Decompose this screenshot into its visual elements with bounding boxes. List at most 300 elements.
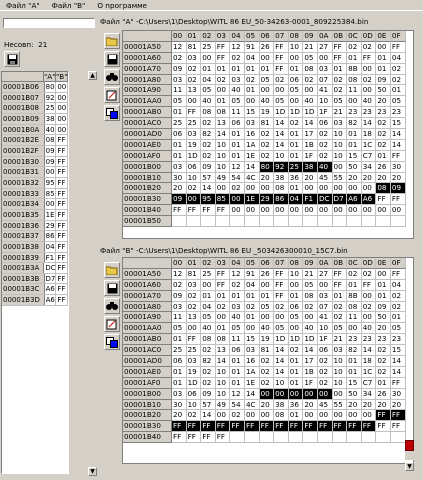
hex-byte-cell[interactable]: 02 bbox=[303, 75, 318, 86]
hex-byte-cell[interactable]: 10 bbox=[289, 269, 304, 280]
hex-byte-cell[interactable]: FF bbox=[274, 421, 289, 432]
hex-byte-cell[interactable]: 14 bbox=[216, 129, 231, 140]
hex-byte-cell[interactable]: 00 bbox=[245, 96, 260, 107]
hex-byte-cell[interactable]: FF bbox=[274, 64, 289, 75]
hex-byte-cell[interactable]: 05 bbox=[274, 323, 289, 334]
hex-byte-cell[interactable]: 05 bbox=[172, 323, 187, 334]
hex-byte-cell[interactable]: 02 bbox=[172, 280, 187, 291]
hex-byte-cell[interactable]: 05 bbox=[274, 96, 289, 107]
hex-byte-cell[interactable]: 25 bbox=[289, 162, 304, 173]
hex-byte-cell[interactable]: 19 bbox=[260, 107, 275, 118]
hex-byte-cell[interactable]: 14 bbox=[303, 345, 318, 356]
hex-byte-cell[interactable]: 14 bbox=[274, 367, 289, 378]
hex-byte-cell[interactable]: 25 bbox=[172, 345, 187, 356]
hex-byte-cell[interactable]: 23 bbox=[391, 107, 406, 118]
hex-byte-cell[interactable]: 50 bbox=[347, 162, 362, 173]
hex-byte-cell[interactable]: 20 bbox=[260, 173, 275, 184]
hex-byte-cell[interactable]: FF bbox=[391, 269, 406, 280]
hex-byte-cell[interactable]: 23 bbox=[347, 107, 362, 118]
hex-byte-cell[interactable]: 00 bbox=[362, 64, 377, 75]
hex-byte-cell[interactable]: 45 bbox=[318, 400, 333, 411]
hex-byte-cell[interactable]: 00 bbox=[333, 410, 348, 421]
hex-byte-cell[interactable]: FF bbox=[274, 42, 289, 53]
hex-byte-cell[interactable]: 26 bbox=[376, 162, 391, 173]
hex-byte-cell[interactable]: 02 bbox=[333, 302, 348, 313]
hex-byte-cell[interactable]: 00 bbox=[216, 85, 231, 96]
hex-byte-cell[interactable]: FF bbox=[376, 421, 391, 432]
diff-row[interactable] bbox=[2, 210, 68, 221]
hex-byte-cell[interactable]: 10 bbox=[289, 42, 304, 53]
hex-byte-cell[interactable]: FF bbox=[172, 421, 187, 432]
hex-byte-cell[interactable]: 00 bbox=[289, 280, 304, 291]
hex-byte-cell[interactable] bbox=[260, 432, 275, 443]
hex-byte-cell[interactable]: 05 bbox=[172, 96, 187, 107]
hex-byte-cell[interactable]: 00 bbox=[347, 183, 362, 194]
hex-byte-cell[interactable]: 02 bbox=[318, 356, 333, 367]
hex-byte-cell[interactable]: 10 bbox=[333, 140, 348, 151]
hex-byte-cell[interactable]: 00 bbox=[260, 53, 275, 64]
hex-byte-cell[interactable]: 00 bbox=[230, 194, 245, 205]
hex-byte-cell[interactable]: 02 bbox=[376, 129, 391, 140]
hex-byte-cell[interactable]: 00 bbox=[260, 410, 275, 421]
hex-byte-cell[interactable]: 1A bbox=[245, 367, 260, 378]
diff-row[interactable] bbox=[2, 157, 68, 168]
hex-byte-cell[interactable]: 00 bbox=[260, 280, 275, 291]
hex-byte-cell[interactable] bbox=[230, 216, 245, 227]
hex-byte-cell[interactable]: 00 bbox=[391, 205, 406, 216]
hex-byte-cell[interactable]: 01 bbox=[216, 323, 231, 334]
hex-byte-cell[interactable]: 20 bbox=[376, 96, 391, 107]
hex-byte-cell[interactable]: 02 bbox=[391, 75, 406, 86]
hex-byte-cell[interactable]: 10 bbox=[318, 96, 333, 107]
hex-byte-cell[interactable]: 1B bbox=[303, 367, 318, 378]
hex-byte-cell[interactable]: 13 bbox=[216, 345, 231, 356]
hex-byte-cell[interactable]: 14 bbox=[274, 129, 289, 140]
hex-byte-cell[interactable]: 26 bbox=[260, 42, 275, 53]
hex-byte-cell[interactable]: 02 bbox=[303, 302, 318, 313]
hex-byte-cell[interactable]: 00 bbox=[303, 410, 318, 421]
hex-byte-cell[interactable]: 23 bbox=[376, 107, 391, 118]
hex-byte-cell[interactable]: 1D bbox=[303, 107, 318, 118]
hex-byte-cell[interactable]: 02 bbox=[362, 75, 377, 86]
hex-byte-cell[interactable]: 34 bbox=[362, 389, 377, 400]
hex-byte-cell[interactable]: 4C bbox=[245, 400, 260, 411]
hex-byte-cell[interactable] bbox=[303, 432, 318, 443]
hex-byte-cell[interactable]: 01 bbox=[245, 85, 260, 96]
hex-byte-cell[interactable]: 02 bbox=[318, 367, 333, 378]
hex-byte-cell[interactable]: 1C bbox=[362, 367, 377, 378]
hex-byte-cell[interactable]: 00 bbox=[303, 183, 318, 194]
hex-byte-cell[interactable]: 03 bbox=[172, 162, 187, 173]
hex-byte-cell[interactable]: 14 bbox=[201, 410, 216, 421]
hex-byte-cell[interactable]: FF bbox=[391, 421, 406, 432]
hex-byte-cell[interactable]: 01 bbox=[172, 378, 187, 389]
hex-byte-cell[interactable]: 00 bbox=[333, 183, 348, 194]
hex-byte-cell[interactable]: 08 bbox=[274, 183, 289, 194]
hex-byte-cell[interactable]: 15 bbox=[391, 118, 406, 129]
hex-byte-cell[interactable]: 14 bbox=[274, 118, 289, 129]
hex-byte-cell[interactable]: 41 bbox=[318, 312, 333, 323]
hex-byte-cell[interactable]: 12 bbox=[230, 42, 245, 53]
hex-byte-cell[interactable]: 02 bbox=[376, 356, 391, 367]
hex-byte-cell[interactable]: 05 bbox=[391, 323, 406, 334]
hex-byte-cell[interactable]: 01 bbox=[347, 280, 362, 291]
hex-byte-cell[interactable]: 01 bbox=[347, 129, 362, 140]
hex-byte-cell[interactable]: 20 bbox=[362, 173, 377, 184]
hex-byte-cell[interactable]: 00 bbox=[245, 410, 260, 421]
hex-byte-cell[interactable]: 02 bbox=[260, 367, 275, 378]
hex-byte-cell[interactable]: FF bbox=[187, 107, 202, 118]
hex-byte-cell[interactable]: F1 bbox=[303, 194, 318, 205]
hex-byte-cell[interactable]: 38 bbox=[274, 400, 289, 411]
hex-byte-cell[interactable]: 20 bbox=[391, 400, 406, 411]
hex-byte-cell[interactable]: 30 bbox=[391, 389, 406, 400]
hex-byte-cell[interactable]: 14 bbox=[245, 389, 260, 400]
hex-byte-cell[interactable]: 10 bbox=[216, 389, 231, 400]
copy-a-button[interactable] bbox=[104, 105, 120, 121]
hex-byte-cell[interactable]: 25 bbox=[201, 42, 216, 53]
hex-byte-cell[interactable]: 14 bbox=[362, 345, 377, 356]
hex-byte-cell[interactable]: FF bbox=[216, 421, 231, 432]
hex-byte-cell[interactable]: 10 bbox=[216, 162, 231, 173]
hex-byte-cell[interactable]: 12 bbox=[172, 269, 187, 280]
hex-byte-cell[interactable]: 02 bbox=[274, 302, 289, 313]
diff-row[interactable] bbox=[2, 199, 68, 210]
hex-byte-cell[interactable]: 06 bbox=[187, 162, 202, 173]
hex-byte-cell[interactable]: 08 bbox=[303, 64, 318, 75]
hex-byte-cell[interactable]: 08 bbox=[216, 107, 231, 118]
hex-byte-cell[interactable]: 00 bbox=[216, 312, 231, 323]
hex-byte-cell[interactable]: 01 bbox=[333, 291, 348, 302]
hex-byte-cell[interactable]: 00 bbox=[333, 205, 348, 216]
hex-byte-cell[interactable]: 12 bbox=[230, 269, 245, 280]
hex-byte-cell[interactable]: 02 bbox=[318, 129, 333, 140]
hex-byte-cell[interactable]: 25 bbox=[201, 269, 216, 280]
hex-byte-cell[interactable]: 92 bbox=[274, 162, 289, 173]
hex-byte-cell[interactable]: FF bbox=[318, 421, 333, 432]
hex-byte-cell[interactable]: 02 bbox=[260, 140, 275, 151]
hex-byte-cell[interactable]: 14 bbox=[274, 345, 289, 356]
hex-byte-cell[interactable]: 15 bbox=[347, 151, 362, 162]
hex-byte-cell[interactable]: 02 bbox=[187, 75, 202, 86]
hex-byte-cell[interactable]: 00 bbox=[362, 312, 377, 323]
hex-byte-cell[interactable]: 01 bbox=[289, 410, 304, 421]
hex-byte-cell[interactable]: 00 bbox=[376, 42, 391, 53]
hex-byte-cell[interactable]: 10 bbox=[318, 323, 333, 334]
hex-byte-cell[interactable]: 14 bbox=[303, 118, 318, 129]
hex-byte-cell[interactable]: 00 bbox=[318, 205, 333, 216]
hex-byte-cell[interactable]: 20 bbox=[303, 400, 318, 411]
copy-b-button[interactable] bbox=[104, 334, 120, 350]
hex-byte-cell[interactable]: 14 bbox=[216, 356, 231, 367]
hex-byte-cell[interactable]: 02 bbox=[187, 183, 202, 194]
hex-byte-cell[interactable]: FF bbox=[216, 205, 231, 216]
hex-byte-cell[interactable] bbox=[289, 432, 304, 443]
hex-byte-cell[interactable]: 00 bbox=[245, 323, 260, 334]
hex-byte-cell[interactable]: 23 bbox=[376, 334, 391, 345]
save-diff-button[interactable] bbox=[4, 51, 20, 67]
hex-byte-cell[interactable] bbox=[289, 216, 304, 227]
hex-byte-cell[interactable] bbox=[318, 432, 333, 443]
hex-byte-cell[interactable]: 03 bbox=[333, 118, 348, 129]
hex-byte-cell[interactable]: 54 bbox=[230, 173, 245, 184]
hex-byte-cell[interactable]: 02 bbox=[391, 64, 406, 75]
hex-byte-cell[interactable]: D7 bbox=[333, 194, 348, 205]
hex-byte-cell[interactable]: 08 bbox=[274, 410, 289, 421]
hex-byte-cell[interactable]: 1D bbox=[187, 151, 202, 162]
hex-byte-cell[interactable]: 40 bbox=[260, 323, 275, 334]
hex-byte-cell[interactable]: 55 bbox=[333, 173, 348, 184]
hex-byte-cell[interactable]: 01 bbox=[289, 367, 304, 378]
hex-byte-cell[interactable]: 02 bbox=[260, 378, 275, 389]
diff-table[interactable] bbox=[1, 71, 69, 474]
hex-byte-cell[interactable]: 38 bbox=[274, 173, 289, 184]
hex-byte-cell[interactable]: 09 bbox=[391, 183, 406, 194]
hex-byte-cell[interactable]: 01 bbox=[289, 356, 304, 367]
menu-about[interactable]: О программе bbox=[97, 1, 147, 10]
hex-byte-cell[interactable]: 00 bbox=[376, 205, 391, 216]
hex-byte-cell[interactable]: 13 bbox=[187, 312, 202, 323]
diff-row[interactable] bbox=[2, 125, 68, 136]
hex-byte-cell[interactable]: 00 bbox=[187, 96, 202, 107]
hex-byte-cell[interactable]: FF bbox=[362, 280, 377, 291]
hex-byte-cell[interactable]: 50 bbox=[376, 312, 391, 323]
hex-byte-cell[interactable]: 06 bbox=[289, 302, 304, 313]
hex-byte-cell[interactable]: FF bbox=[391, 42, 406, 53]
hex-byte-cell[interactable]: 13 bbox=[187, 85, 202, 96]
hex-byte-cell[interactable]: FF bbox=[333, 53, 348, 64]
hex-byte-cell[interactable]: 18 bbox=[362, 356, 377, 367]
hex-byte-cell[interactable]: 05 bbox=[230, 96, 245, 107]
hex-byte-cell[interactable]: 00 bbox=[347, 96, 362, 107]
hex-byte-cell[interactable]: 00 bbox=[318, 53, 333, 64]
hex-byte-cell[interactable]: 00 bbox=[376, 269, 391, 280]
hex-byte-cell[interactable]: 91 bbox=[245, 269, 260, 280]
hex-byte-cell[interactable]: 1D bbox=[289, 334, 304, 345]
hex-byte-cell[interactable]: 05 bbox=[201, 85, 216, 96]
hex-byte-cell[interactable]: 00 bbox=[274, 85, 289, 96]
hex-byte-cell[interactable]: FF bbox=[216, 53, 231, 64]
hex-byte-cell[interactable]: 03 bbox=[172, 75, 187, 86]
hex-byte-cell[interactable]: FF bbox=[230, 421, 245, 432]
hex-byte-cell[interactable]: 06 bbox=[172, 356, 187, 367]
edit-b-button[interactable] bbox=[104, 316, 120, 332]
hex-byte-cell[interactable]: 02 bbox=[362, 269, 377, 280]
hex-byte-cell[interactable]: 40 bbox=[260, 96, 275, 107]
hex-byte-cell[interactable]: FF bbox=[274, 291, 289, 302]
hex-byte-cell[interactable]: FF bbox=[274, 53, 289, 64]
hex-byte-cell[interactable]: 1C bbox=[362, 140, 377, 151]
hex-byte-cell[interactable]: 02 bbox=[201, 118, 216, 129]
hex-byte-cell[interactable]: 23 bbox=[391, 334, 406, 345]
hex-byte-cell[interactable]: 09 bbox=[201, 162, 216, 173]
hex-byte-cell[interactable]: FF bbox=[172, 432, 187, 443]
hex-byte-cell[interactable]: FF bbox=[274, 269, 289, 280]
hex-byte-cell[interactable]: 01 bbox=[230, 151, 245, 162]
hex-byte-cell[interactable]: 20 bbox=[260, 400, 275, 411]
hex-byte-cell[interactable]: 1D bbox=[303, 334, 318, 345]
hex-byte-cell[interactable]: 00 bbox=[274, 205, 289, 216]
hex-byte-cell[interactable]: 11 bbox=[230, 334, 245, 345]
hex-byte-cell[interactable]: 00 bbox=[260, 205, 275, 216]
hex-byte-cell[interactable]: 08 bbox=[216, 334, 231, 345]
hex-byte-cell[interactable]: 02 bbox=[362, 42, 377, 53]
hex-byte-cell[interactable]: 10 bbox=[274, 151, 289, 162]
hex-byte-cell[interactable]: 04 bbox=[289, 194, 304, 205]
hex-byte-cell[interactable]: 01 bbox=[230, 378, 245, 389]
hex-byte-cell[interactable]: 00 bbox=[347, 205, 362, 216]
hex-byte-cell[interactable]: 00 bbox=[187, 323, 202, 334]
hex-byte-cell[interactable]: 01 bbox=[245, 291, 260, 302]
hex-byte-cell[interactable]: 01 bbox=[216, 291, 231, 302]
hex-byte-cell[interactable] bbox=[245, 216, 260, 227]
hex-byte-cell[interactable]: 05 bbox=[230, 323, 245, 334]
hex-byte-cell[interactable]: 45 bbox=[318, 173, 333, 184]
save-a-button[interactable] bbox=[104, 51, 120, 67]
hex-byte-cell[interactable]: 03 bbox=[318, 64, 333, 75]
hex-byte-cell[interactable]: 00 bbox=[333, 162, 348, 173]
hex-byte-cell[interactable]: 00 bbox=[303, 85, 318, 96]
hex-byte-cell[interactable]: 02 bbox=[289, 118, 304, 129]
hex-byte-cell[interactable]: FF bbox=[333, 280, 348, 291]
hex-byte-cell[interactable]: 01 bbox=[376, 280, 391, 291]
hex-byte-cell[interactable]: 02 bbox=[347, 42, 362, 53]
hex-byte-cell[interactable]: 20 bbox=[376, 400, 391, 411]
hex-byte-cell[interactable]: 01 bbox=[376, 64, 391, 75]
hex-byte-cell[interactable]: 02 bbox=[376, 140, 391, 151]
hex-byte-cell[interactable] bbox=[274, 432, 289, 443]
hex-byte-cell[interactable]: 07 bbox=[318, 75, 333, 86]
diff-row[interactable] bbox=[2, 167, 68, 178]
hex-byte-cell[interactable]: 02 bbox=[245, 302, 260, 313]
hex-byte-cell[interactable] bbox=[187, 216, 202, 227]
hex-byte-cell[interactable]: 14 bbox=[391, 356, 406, 367]
hex-byte-cell[interactable]: 02 bbox=[347, 269, 362, 280]
hex-byte-cell[interactable] bbox=[376, 216, 391, 227]
hex-byte-cell[interactable]: 01 bbox=[172, 334, 187, 345]
hex-byte-cell[interactable]: 01 bbox=[201, 291, 216, 302]
hex-byte-cell[interactable]: 01 bbox=[347, 367, 362, 378]
hex-byte-cell[interactable]: 55 bbox=[333, 400, 348, 411]
hex-byte-cell[interactable]: 41 bbox=[318, 85, 333, 96]
hex-byte-cell[interactable] bbox=[230, 432, 245, 443]
diff-row[interactable] bbox=[2, 221, 68, 232]
hex-byte-cell[interactable]: 21 bbox=[333, 107, 348, 118]
hex-byte-cell[interactable]: 04 bbox=[245, 280, 260, 291]
hex-byte-cell[interactable]: FF bbox=[376, 410, 391, 421]
hex-byte-cell[interactable]: 21 bbox=[333, 334, 348, 345]
hex-byte-cell[interactable]: 03 bbox=[187, 280, 202, 291]
hex-byte-cell[interactable]: FF bbox=[362, 53, 377, 64]
hex-byte-cell[interactable] bbox=[245, 432, 260, 443]
hex-byte-cell[interactable]: 03 bbox=[318, 291, 333, 302]
hex-byte-cell[interactable]: 40 bbox=[230, 312, 245, 323]
hex-byte-cell[interactable]: 01 bbox=[391, 85, 406, 96]
hex-byte-cell[interactable]: 4C bbox=[245, 173, 260, 184]
hex-byte-cell[interactable]: 00 bbox=[201, 280, 216, 291]
hex-byte-cell[interactable]: 02 bbox=[260, 356, 275, 367]
hex-byte-cell[interactable]: 00 bbox=[216, 183, 231, 194]
hex-byte-cell[interactable]: 02 bbox=[318, 378, 333, 389]
hex-byte-cell[interactable] bbox=[172, 216, 187, 227]
hex-byte-cell[interactable] bbox=[347, 432, 362, 443]
hex-byte-cell[interactable]: A6 bbox=[362, 194, 377, 205]
hex-byte-cell[interactable]: 21 bbox=[303, 42, 318, 53]
hex-byte-cell[interactable]: 86 bbox=[274, 194, 289, 205]
hex-byte-cell[interactable]: 50 bbox=[376, 85, 391, 96]
hex-byte-cell[interactable] bbox=[216, 216, 231, 227]
hex-byte-cell[interactable]: 82 bbox=[347, 118, 362, 129]
hex-byte-cell[interactable]: 08 bbox=[347, 75, 362, 86]
hex-byte-cell[interactable]: 01 bbox=[289, 183, 304, 194]
hex-byte-cell[interactable]: 01 bbox=[230, 291, 245, 302]
hex-byte-cell[interactable]: 06 bbox=[230, 118, 245, 129]
hex-byte-cell[interactable]: 15 bbox=[245, 107, 260, 118]
hex-byte-cell[interactable]: 00 bbox=[333, 389, 348, 400]
hex-byte-cell[interactable]: 00 bbox=[362, 410, 377, 421]
hex-byte-cell[interactable]: C7 bbox=[362, 378, 377, 389]
hex-byte-cell[interactable] bbox=[391, 432, 406, 443]
hex-byte-cell[interactable]: 00 bbox=[260, 183, 275, 194]
hex-byte-cell[interactable]: 02 bbox=[172, 53, 187, 64]
hex-byte-cell[interactable]: 02 bbox=[318, 140, 333, 151]
hex-byte-cell[interactable]: 13 bbox=[216, 118, 231, 129]
hex-byte-cell[interactable]: 23 bbox=[362, 334, 377, 345]
hex-byte-cell[interactable]: 14 bbox=[245, 162, 260, 173]
hex-byte-cell[interactable]: 91 bbox=[245, 42, 260, 53]
hex-byte-cell[interactable]: FF bbox=[333, 269, 348, 280]
hex-byte-cell[interactable]: FF bbox=[216, 280, 231, 291]
hex-byte-cell[interactable]: 1D bbox=[187, 378, 202, 389]
hex-byte-cell[interactable]: 20 bbox=[376, 323, 391, 334]
hex-byte-cell[interactable]: 8B bbox=[347, 64, 362, 75]
hex-byte-cell[interactable]: 82 bbox=[347, 345, 362, 356]
hex-byte-cell[interactable]: 19 bbox=[260, 334, 275, 345]
hex-byte-cell[interactable]: 23 bbox=[362, 107, 377, 118]
bottom-scroll-thumb[interactable] bbox=[405, 440, 417, 460]
hex-byte-cell[interactable]: FF bbox=[216, 432, 231, 443]
hex-byte-cell[interactable]: 05 bbox=[391, 96, 406, 107]
hex-byte-cell[interactable]: 00 bbox=[245, 183, 260, 194]
hex-byte-cell[interactable]: 00 bbox=[201, 53, 216, 64]
hex-byte-cell[interactable]: 00 bbox=[362, 205, 377, 216]
hex-byte-cell[interactable]: 40 bbox=[201, 323, 216, 334]
hex-byte-cell[interactable]: 10 bbox=[274, 378, 289, 389]
diff-row[interactable] bbox=[2, 146, 68, 157]
diff-row[interactable] bbox=[2, 93, 68, 104]
hex-byte-cell[interactable]: 05 bbox=[303, 280, 318, 291]
hex-byte-cell[interactable]: 11 bbox=[172, 312, 187, 323]
hex-byte-cell[interactable]: 06 bbox=[187, 389, 202, 400]
hex-byte-cell[interactable]: 05 bbox=[333, 96, 348, 107]
hex-byte-cell[interactable]: 00 bbox=[362, 183, 377, 194]
hex-byte-cell[interactable]: 08 bbox=[376, 183, 391, 194]
hex-byte-cell[interactable]: 09 bbox=[376, 75, 391, 86]
hex-byte-cell[interactable]: 1E bbox=[245, 378, 260, 389]
diff-row[interactable] bbox=[2, 263, 68, 274]
hex-byte-cell[interactable]: 00 bbox=[318, 280, 333, 291]
diff-row[interactable] bbox=[2, 274, 68, 285]
hex-byte-cell[interactable]: 1F bbox=[318, 334, 333, 345]
hex-byte-cell[interactable]: 20 bbox=[362, 400, 377, 411]
hex-byte-cell[interactable]: 03 bbox=[187, 129, 202, 140]
hex-byte-cell[interactable]: 02 bbox=[201, 378, 216, 389]
hex-byte-cell[interactable]: FF bbox=[260, 421, 275, 432]
hex-byte-cell[interactable]: 10 bbox=[216, 151, 231, 162]
hex-byte-cell[interactable]: A6 bbox=[347, 194, 362, 205]
hex-byte-cell[interactable]: 00 bbox=[289, 96, 304, 107]
hex-byte-cell[interactable]: 80 bbox=[260, 162, 275, 173]
